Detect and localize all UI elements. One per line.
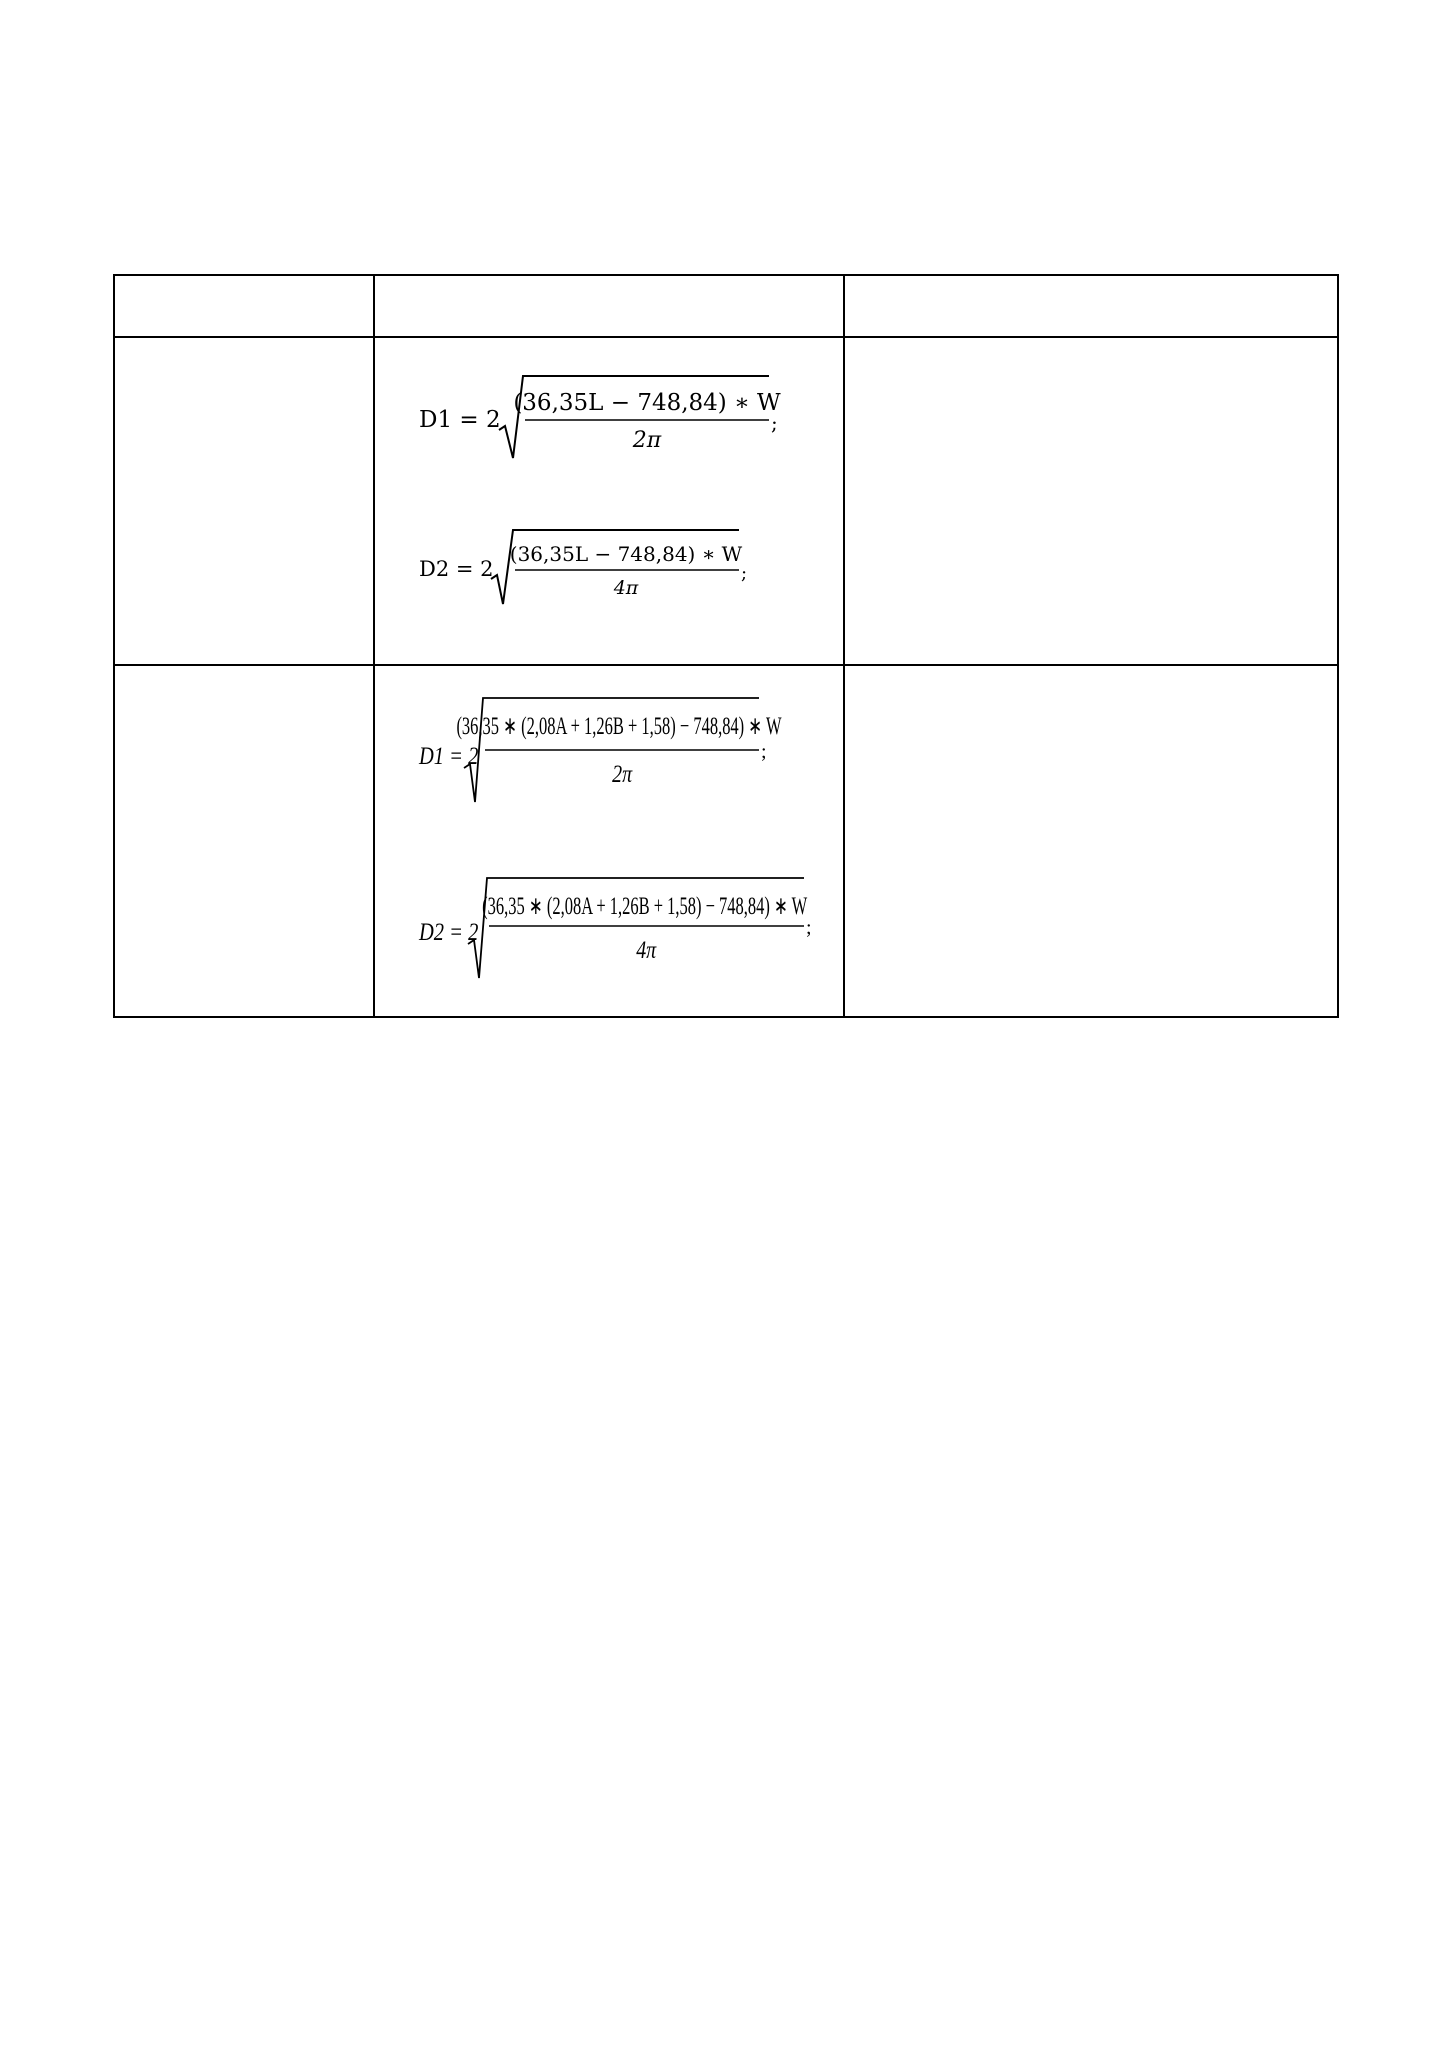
formula-numerator: (36,35L − 748,84) ∗ W bbox=[513, 390, 781, 417]
notes-cell bbox=[844, 665, 1338, 1017]
header-row bbox=[114, 275, 1338, 337]
formula-lhs: D2 = 2 bbox=[419, 557, 494, 582]
formula-cell bbox=[374, 665, 844, 1017]
formula-cell bbox=[374, 337, 844, 665]
formula-denominator: 4π bbox=[613, 577, 639, 600]
formula-numerator: (36,35 ∗ (2,08A + 1,26B + 1,58) − 748,84) ∗ W bbox=[482, 891, 808, 920]
formula-d2 bbox=[419, 524, 779, 614]
header-cell-2 bbox=[374, 275, 844, 337]
header-cell-1 bbox=[114, 275, 374, 337]
formula-numerator: (36,35L − 748,84) ∗ W bbox=[509, 542, 743, 567]
row-label-cell bbox=[114, 337, 374, 665]
formula-lhs: D1 = 2 bbox=[419, 407, 501, 434]
formula-table bbox=[113, 274, 1339, 1018]
formula-suffix: ; bbox=[771, 411, 778, 436]
formula-denominator: 2π bbox=[632, 428, 662, 454]
formula-numerator: (36,35 ∗ (2,08A + 1,26B + 1,58) − 748,84) ∗ W bbox=[456, 711, 782, 740]
table-row-length bbox=[114, 337, 1338, 665]
formula-suffix: ; bbox=[806, 917, 812, 940]
notes-cell bbox=[844, 337, 1338, 665]
formula-d1 bbox=[419, 370, 799, 470]
formula-d2 bbox=[419, 872, 819, 992]
formula-suffix: ; bbox=[741, 563, 748, 585]
header-cell-3 bbox=[844, 275, 1338, 337]
row-label-cell bbox=[114, 665, 374, 1017]
formula-lhs: D1 = 2 bbox=[419, 742, 479, 770]
formula-suffix: ; bbox=[761, 741, 767, 764]
formula-denominator: 4π bbox=[636, 936, 657, 964]
formula-denominator: 2π bbox=[612, 760, 633, 788]
formula-d1 bbox=[419, 692, 799, 812]
formula-lhs: D2 = 2 bbox=[419, 918, 479, 946]
table-row-dimensions bbox=[114, 665, 1338, 1017]
